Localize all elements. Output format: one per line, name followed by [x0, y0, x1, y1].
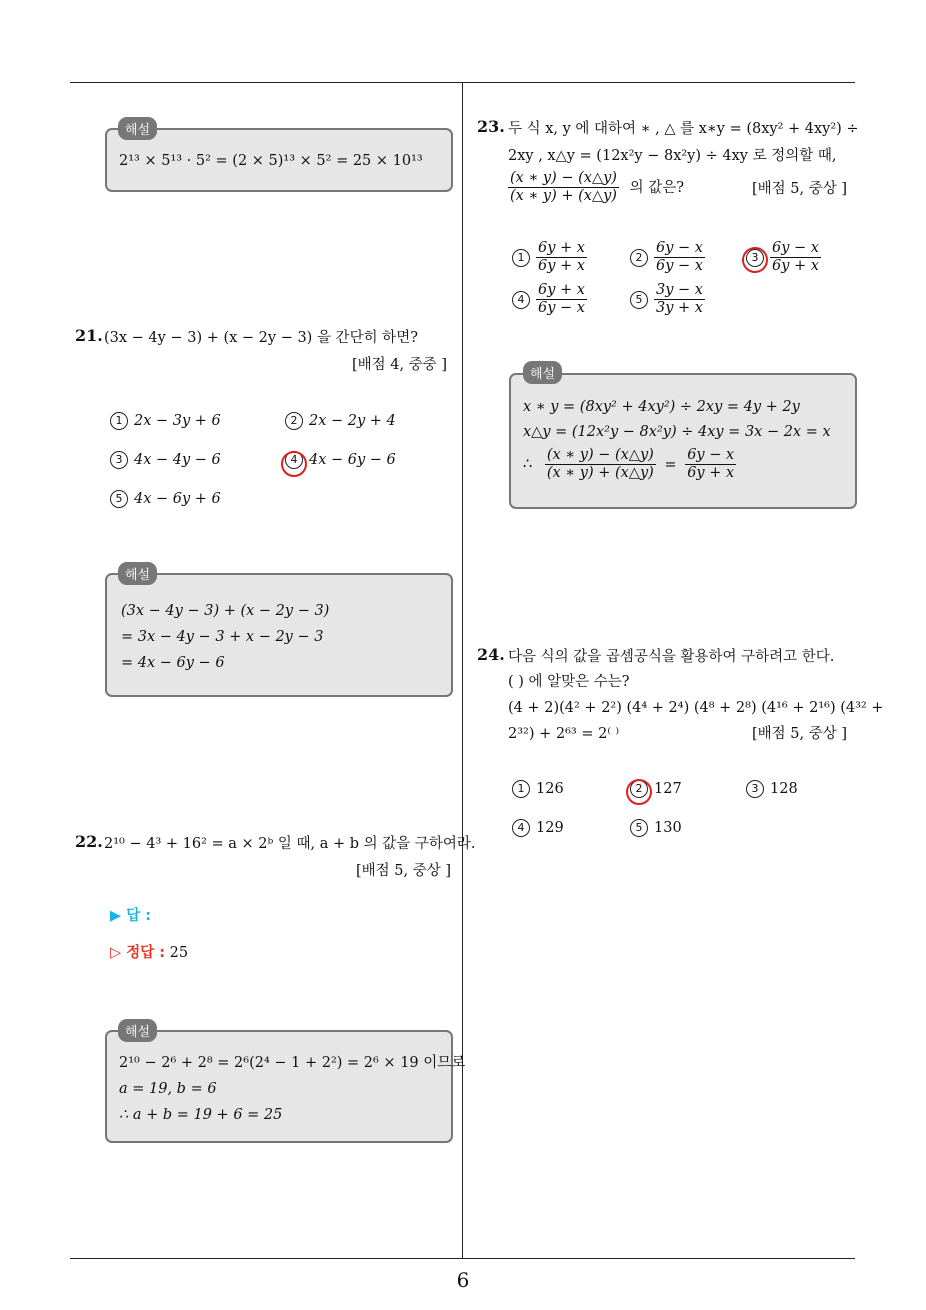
choice-number-icon: 5 — [110, 490, 128, 508]
q24-number: 24. — [477, 645, 505, 664]
q22-correct — [110, 942, 188, 964]
q21-choice-1[interactable]: 1 2x − 3y + 6 — [110, 412, 221, 430]
q23-choice-2[interactable]: 2 $\frac{6y - x}{6y - x}$ — [630, 240, 705, 275]
q24-choice-2[interactable]: 2 127 — [630, 780, 682, 798]
q21-solution-badge: 해설 — [118, 562, 157, 585]
q21-choice-2[interactable]: 2 2x − 2y + 4 — [285, 412, 396, 430]
q24-line-3: (4 + 2)(4² + 2²) (4⁴ + 2⁴) (4⁸ + 2⁸) (4¹⁶ + 2¹⁶) (4³² + — [508, 700, 884, 716]
q20-solution-badge: 해설 — [118, 117, 157, 140]
q21-meta: [배점 4, 중중 ] — [352, 357, 448, 373]
q22-solution-box — [105, 1030, 466, 1143]
choice-number-icon: 5 — [630, 819, 648, 837]
choice-number-icon: 3 — [746, 780, 764, 798]
q24-choice-4[interactable]: 4 129 — [512, 819, 564, 837]
q24-line-1: 다음 식의 값을 곱셈공식을 활용하여 구하려고 한다. — [508, 649, 835, 665]
q23-question-tail: 의 값은? — [629, 179, 684, 196]
choice-number-icon: 4 — [512, 291, 530, 309]
q23-meta: [배점 5, 중상 ] — [752, 181, 848, 197]
q23-line-2: 2xy , x△y = (12x²y − 8x²y) ÷ 4xy 로 정의할 때, — [508, 148, 837, 164]
choice-number-icon: 2 — [630, 780, 648, 798]
q23-solution-line-2: x△y = (12x²y − 8x²y) ÷ 4xy = 3x − 2x = x — [523, 424, 831, 440]
q24-choice-1[interactable]: 1 126 — [512, 780, 564, 798]
q22-number: 22. — [75, 832, 103, 851]
q21-number: 21. — [75, 326, 103, 345]
q22-correct-label: ▷ 정답 : — [110, 945, 166, 961]
q22-question: 2¹⁰ − 4³ + 16² = a × 2ᵇ 일 때, a + b 의 값을 구하여라. — [104, 836, 476, 852]
q24-choice-3[interactable]: 3 128 — [746, 780, 798, 798]
q21-choice-5[interactable]: 5 4x − 6y + 6 — [110, 490, 221, 508]
q23-choice-5[interactable]: 5 $\frac{3y - x}{3y + x}$ — [630, 282, 705, 317]
choice-number-icon: 5 — [630, 291, 648, 309]
q23-fraction: $\frac{(x ∗ y) - (x\triangle y)}{(x ∗ y) + (x\triangle y)}$ — [510, 170, 617, 204]
q22-correct-value: 25 — [169, 945, 189, 961]
choice-number-icon: 1 — [110, 412, 128, 430]
choice-number-icon: 1 — [512, 780, 530, 798]
q23-choice-3[interactable]: 3 $\frac{6y - x}{6y + x}$ — [746, 240, 821, 275]
q23-solution-fraction: $\frac{(x ∗ y) - (x\triangle y)}{(x ∗ y) + (x\triangle y)}$ — [546, 447, 654, 481]
q22-meta: [배점 5, 중상 ] — [356, 863, 452, 879]
choice-number-icon: 3 — [110, 451, 128, 469]
q24-answer-mark — [626, 779, 652, 805]
q20-solution-box — [105, 128, 453, 192]
q22-solution-line-1: 2¹⁰ − 2⁶ + 2⁸ = 2⁶(2⁴ − 1 + 2²) = 2⁶ × 19 이므로 — [119, 1055, 466, 1071]
q21-solution-line-2: = 3x − 4y − 3 + x − 2y − 3 — [121, 629, 324, 645]
q24-line-2: ( ) 에 알맞은 수는? — [508, 674, 630, 690]
choice-number-icon: 4 — [512, 819, 530, 837]
page-number: 6 — [456, 1268, 470, 1292]
q23-solution-line-1: x ∗ y = (8xy² + 4xy²) ÷ 2xy = 4y + 2y — [523, 399, 800, 415]
q21-solution-box — [105, 573, 453, 697]
q24-meta: [배점 5, 중상 ] — [752, 726, 848, 742]
q21-question: (3x − 4y − 3) + (x − 2y − 3) 을 간단히 하면? — [104, 330, 418, 346]
q22-solution-line-3: ∴ a + b = 19 + 6 = 25 — [119, 1107, 283, 1123]
q23-line-1: 두 식 x, y 에 대하여 ∗ , △ 를 x∗y = (8xy² + 4xy²) ÷ — [508, 121, 859, 137]
q23-choice-1[interactable]: 1 $\frac{6y + x}{6y + x}$ — [512, 240, 587, 275]
q24-line-4: 2³²) + 2⁶³ = 2⁽ ⁾ — [508, 726, 620, 742]
q21-solution-line-1: (3x − 4y − 3) + (x − 2y − 3) — [121, 603, 330, 619]
bottom-rule — [70, 1258, 855, 1259]
q22-solution-line-2: a = 19, b = 6 — [119, 1081, 217, 1097]
choice-number-icon: 2 — [285, 412, 303, 430]
q23-number: 23. — [477, 117, 505, 136]
q23-solution-line-3: ∴ $\frac{(x ∗ y) - (x\triangle y)}{(x ∗ y) + (x\triangle y)}$ = $\frac{6y - x}{6y + x}$ — [523, 447, 735, 481]
choice-number-icon: 2 — [630, 249, 648, 267]
q21-choice-4[interactable]: 4 4x − 6y − 6 — [285, 451, 396, 469]
q23-solution-result: $\frac{6y - x}{6y + x}$ — [687, 447, 735, 481]
q23-solution-box — [509, 373, 857, 509]
q23-line-3 — [508, 170, 684, 205]
q21-solution-line-3: = 4x − 6y − 6 — [121, 655, 225, 671]
q23-answer-mark — [742, 247, 768, 273]
q21-choice-3[interactable]: 3 4x − 4y − 6 — [110, 451, 221, 469]
q23-choice-4[interactable]: 4 $\frac{6y + x}{6y - x}$ — [512, 282, 587, 317]
q20-solution-line: 2¹³ × 5¹³ · 5² = (2 × 5)¹³ × 5² = 25 × 10¹³ — [119, 153, 423, 169]
q24-choice-5[interactable]: 5 130 — [630, 819, 682, 837]
q21-answer-mark — [281, 451, 307, 477]
choice-number-icon: 1 — [512, 249, 530, 267]
q22-answer-label: ▶ 답 : — [110, 908, 152, 924]
column-divider — [462, 83, 463, 1258]
choice-number-icon: 4 — [285, 451, 303, 469]
q22-solution-badge: 해설 — [118, 1019, 157, 1042]
choice-number-icon: 3 — [746, 249, 764, 267]
q23-solution-badge: 해설 — [523, 361, 562, 384]
